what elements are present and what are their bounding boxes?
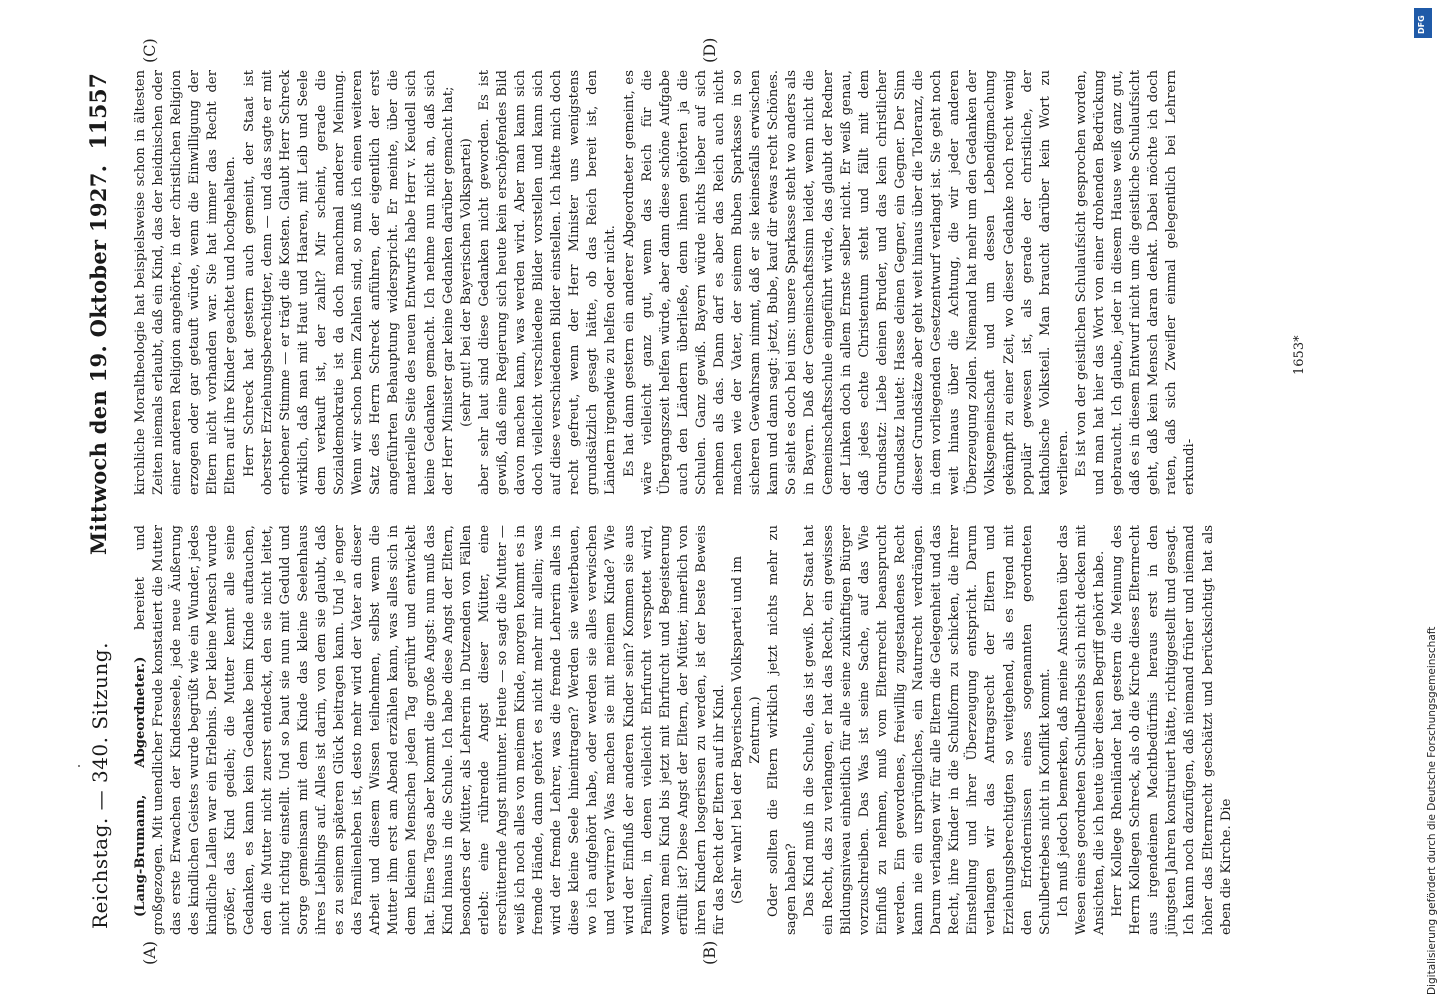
paragraph-text: aber sehr laut sind diese Gedanken nicht geworden. Es ist gewiß, daß eine Regierung sich heute kein erschöpfendes Bild davon machen kann, was werden wird. Aber man kann sich doch vielleicht verschiedene Bilder vorstellen und kann sich auf diese verschiedenen Bilder einstellen. Ich hätte mich doch recht gefreut, wenn der Herr Minister uns wenigstens grundsätzlich gesagt hätte, ob das Reich bereit ist, den Ländern irgendwie zu helfen oder nicht.: [476, 70, 619, 495]
left-text-column: [132, 525, 1282, 935]
paragraph: [1073, 70, 1200, 495]
paragraph-text: Ich muß jedoch bemerken, daß meine Ansichten über das Wesen eines geordneten Schulbetriebs sich nicht decken mit Ansichten, die ich heute über diesen Begriff gehört habe.: [1055, 525, 1107, 935]
paragraph: [1109, 525, 1236, 935]
paragraph: [241, 70, 458, 495]
margin-letter-d: (D): [700, 37, 719, 63]
margin-letter-a: (A): [140, 940, 159, 965]
right-text-column: [132, 70, 1282, 495]
paragraph: [621, 70, 1073, 495]
footer-signature: 1653*: [1292, 335, 1307, 375]
paragraph-text: bereitet und großgezogen. Mit unendlicher Freude konstatiert die Mutter das erste Erwachen der Kindesseele, jede neue Äußerung des kindlichen Geistes wurde begrüßt wie ein Wunder, jedes kindliche Lallen war ein Erlebnis. Der kleine Mensch wurde größer, das Kind gedieh; die Mutter kennt alle seine Gedanken, es kann kein Gedanke beim Kinde auftauchen, den die Mutter nicht zuerst entdeckt, den sie nicht leitet, nicht richtig einstellt. Und so baut sie nun mit Geduld und Sorge gemeinsam mit dem Kinde das kleine Seelenhaus ihres Lieblings auf. Alles ist darin, von dem sie glaubt, daß es zu seinem späteren Glück beitragen kann. Und je enger das Familienleben ist, desto mehr wird der Vater an dieser Arbeit und diesem Wissen teilnehmen, selbst wenn die Mutter ihm erst am Abend erzählen kann, was alles sich in dem kleinen Menschen jeden Tag gerührt und entwickelt hat. Eines Tages aber kommt die große Angst: nun muß das Kind hinaus in die Schule. Ich habe diese Angst der Eltern, besonders der Mütter, als Lehrerin in Dutzenden von Fällen erlebt: eine rührende Angst dieser Mütter, eine erschütternde Angst mitunter. Heute — so sagt die Mutter — weiß ich noch alles von meinem Kinde, morgen kommt es in fremde Hände, dann gehört es nicht mehr mir allein; was wird der fremde Lehrer, was die fremde Lehrerin alles in diese kleine Seele hineintragen? Werden sie weiterbauen, wo ich aufgehört habe, oder werden sie alles verwischen und verwirren? Was machen sie mit meinem Kinde? Wie wird der Einfluß der anderen Kinder sein? Kommen sie aus Familien, in denen vielleicht Ehrfurcht verspottet wird, woran mein Kind bis jetzt mit Ehrfurcht und Begeisterung erfüllt ist? Diese Angst der Eltern, der Mütter, innerlich von ihren Kindern losgerissen zu werden, ist der beste Beweis für das Recht der Eltern auf ihr Kind.: [133, 525, 727, 935]
speaker-name: (Lang-Brumann, Abgeordneter.): [133, 656, 148, 917]
margin-letter-b: (B): [700, 940, 719, 965]
paragraph-text: Oder sollten die Eltern wirklich jetzt nichts mehr zu sagen haben?: [766, 525, 800, 935]
paragraph: [729, 525, 765, 935]
digitization-note: Digitalisierung gefördert durch die Deutsche Forschungsgemeinschaft: [1426, 626, 1438, 995]
paragraph: [1055, 525, 1109, 935]
paragraph-text: Herr Kollege Rheinländer hat gestern die Meinung des Herrn Kollegen Schreck, als ob die Kirche dieses Elternrecht aus irgendeinem Machtbedürfnis heraus erst in den jüngsten Jahren konstruiert hätte, richtiggestellt und gesagt. Ich kann noch dazufügen, daß niemand früher und niemand höher das Elternrecht geschätzt und berücksichtigt hat als eben die Kirche. Die: [1110, 525, 1234, 935]
paragraph: [801, 525, 1054, 935]
paragraph: [476, 70, 621, 495]
header-date: Mittwoch den 19. Oktober 1927.: [86, 164, 111, 555]
paragraph-text: (sehr gut! bei der Bayerischen Volkspartei): [458, 138, 474, 427]
paragraph-text: Es ist von der geistlichen Schulaufsicht gesprochen worden, und man hat hier das Wort von einer drohenden Bedrückung gebraucht. Ich glaube, jeder in diesem Hause weiß ganz gut, daß es in diesem Entwurf nicht um die geistliche Schulaufsicht geht, daß kein Mensch daran denkt. Dabei möchte ich doch raten, daß sich Zweifler einmal gelegentlich bei Lehrern erkundi-: [1073, 70, 1198, 495]
dfg-logo: DFG: [1414, 8, 1432, 38]
paragraph: [132, 525, 729, 935]
margin-letter-c: (C): [140, 38, 159, 63]
document-page: [80, 37, 1310, 965]
paragraph: [765, 525, 801, 935]
paragraph-text: Herr Schreck hat gestern auch gemeint, der Staat ist oberster Erziehungsberechtigter, denn — und das sagte er mit erhobener Stimme — er trägt die Kosten. Glaubt Herr Schreck wirklich, daß man mit Haut und Haaren, mit Leib und Seele dem verkauft ist, der zahlt? Mir scheint, gerade die Sozialdemokratie ist da doch manchmal anderer Meinung. Wenn wir schon beim Zahlen sind, so muß ich einen weiteren Satz des Herrn Schreck anführen, der eigentlich der erst angeführten Behauptung widerspricht. Er meinte, über die materielle Seite des neuen Entwurfs habe Herr v. Keudell sich keine Gedanken gemacht. Ich nehme nun nicht an, daß sich der Herr Minister gar keine Gedanken darüber gemacht hat;: [241, 70, 456, 495]
paragraph-text: Das Kind muß in die Schule, das ist gewiß. Der Staat hat ein Recht, das zu verlangen, er hat das Recht, ein gewisses Bildungsniveau einheitlich für alle seine zukünftigen Bürger vorzuschreiben. Das Was ist seine Sache, auf das Wie Einfluß zu nehmen, muß vom Elternrecht beansprucht werden. Ein gewordenes, freiwillig zugestandenes Recht kann nie ein ursprüngliches, ein Naturrecht verdrängen. Darum verlangen wir für alle Eltern die Gelegenheit und das Recht, ihre Kinder in die Schulform zu schicken, die ihrer Einstellung und ihrer Überzeugung entspricht. Darum verlangen wir das Antragsrecht der Eltern und Erziehungsberechtigten so weitgehend, als es irgend mit den Erfordernissen eines sogenannten geordneten Schulbetriebes nicht in Konflikt kommt.: [802, 525, 1053, 935]
paragraph-text: kirchliche Moraltheologie hat beispielsweise schon in ältesten Zeiten niemals erlaubt, daß ein Kind, das der heidnischen oder einer anderen Religion angehörte, in der christlichen Religion erzogen oder gar getauft würde, wenn die Einwilligung der Eltern nicht vorhanden war. Sie hat immer das Recht der Eltern auf ihre Kinder geachtet und hochgehalten.: [133, 70, 239, 495]
paragraph: [132, 70, 241, 495]
paragraph: [458, 70, 476, 495]
page-number: 11557: [86, 73, 112, 150]
page-header: [80, 65, 120, 935]
paragraph-text: (Sehr wahr! bei der Bayerischen Volkspartei und im Zentrum.): [730, 556, 764, 904]
paragraph-text: Es hat dann gestern ein anderer Abgeordneter gemeint, es wäre vielleicht ganz gut, wenn das Reich für die Übergangszeit helfen würde, aber dann diese schöne Aufgabe auch den Ländern überließe, denn ihnen gehörten ja die Schulen. Ganz gewiß. Bayern würde nichts lieber auf sich nehmen als das. Dann darf es aber das Reich auch nicht machen wie der Vater, der seinem Buben Sparkasse in so sicheren Gewahrsam nimmt, daß er sie keinesfalls erwischen kann und dann sagt: jetzt, Bube, kauf dir etwas recht Schönes. So sieht es doch bei uns: unsere Sparkasse steht wo anders als in Bayern. Daß der Gemeinschaftssinn leidet, wenn nicht die Gemeinschaftsschule eingeführt würde, das glaubt der Redner der Linken doch in allem Ernste selber nicht. Er weiß genau, daß jedes echte Christentum steht und fällt mit dem Grundsatz: Liebe deinen Bruder, und das kein christlicher Grundsatz lautet: Hasse deinen Gegner, ein Gegner. Der Sinn dieser Grundsätze aber geht weit hinaus über die Toleranz, die in dem vorliegenden Gesetzentwurf verlangt ist. Sie geht noch weit hinaus über die Achtung, die wir jeder anderen Überzeugung zollen. Niemand hat mehr um den Gedanken der Volksgemeinschaft und um dessen Lebendigmachung gekämpft zu einer Zeit, wo dieser Gedanke noch recht wenig populär gewesen ist, als gerade der christliche, der katholische Volksteil. Man braucht darüber kein Wort zu verlieren.: [621, 70, 1071, 495]
header-session: Reichstag. — 340. Sitzung.: [88, 642, 112, 929]
